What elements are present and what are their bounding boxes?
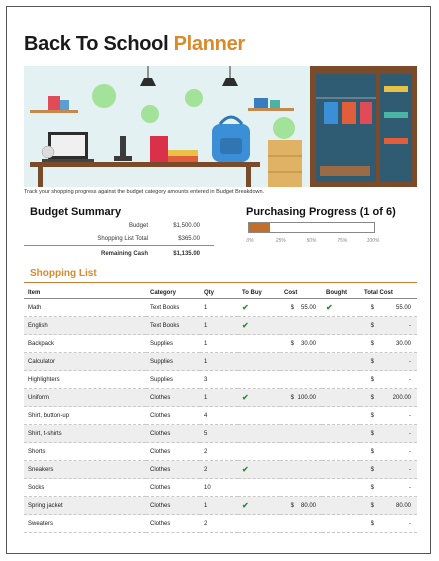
checkmark-icon: ✔ (326, 303, 333, 312)
item-qty: 1 (200, 497, 238, 515)
column-header-category: Category (146, 287, 200, 299)
progress-bar (248, 222, 375, 233)
progress-tick-label: 50% (306, 238, 317, 244)
item-category: Text Books (146, 299, 200, 317)
to-buy-checkbox[interactable] (238, 497, 280, 515)
currency-symbol: $ (290, 340, 294, 347)
bought-checkbox[interactable] (322, 371, 360, 389)
item-qty: 1 (200, 299, 238, 317)
item-category: Supplies (146, 335, 200, 353)
bought-checkbox[interactable] (322, 425, 360, 443)
amount: - (409, 466, 411, 473)
bought-checkbox[interactable] (322, 497, 360, 515)
title-part1: Back To School (24, 33, 169, 55)
item-name: Uniform (24, 389, 146, 407)
shopping-list-table (24, 287, 417, 533)
item-total-cost (360, 461, 417, 479)
table-row (24, 461, 417, 479)
item-cost (280, 515, 322, 533)
progress-tick-label: 100% (366, 238, 380, 244)
currency-symbol: $ (290, 394, 294, 401)
column-header-to-buy: To Buy (238, 287, 280, 299)
item-total-cost (360, 515, 417, 533)
item-cost (280, 317, 322, 335)
shopping-list-divider (24, 282, 417, 283)
column-header-total-cost: Total Cost (360, 287, 417, 299)
purchasing-progress-heading: Purchasing Progress (1 of 6) (246, 206, 396, 218)
item-qty: 1 (200, 317, 238, 335)
table-row (24, 497, 417, 515)
classroom-illustration (24, 66, 417, 187)
bought-checkbox[interactable] (322, 443, 360, 461)
table-row (24, 443, 417, 461)
to-buy-checkbox[interactable] (238, 515, 280, 533)
item-name: Backpack (24, 335, 146, 353)
currency-symbol: $ (370, 520, 374, 527)
table-row (24, 317, 417, 335)
to-buy-checkbox[interactable] (238, 443, 280, 461)
item-qty: 2 (200, 515, 238, 533)
table-row (24, 299, 417, 317)
amount: 30.00 (395, 340, 411, 347)
amount: 200.00 (392, 394, 411, 401)
to-buy-checkbox[interactable] (238, 479, 280, 497)
bought-checkbox[interactable] (322, 479, 360, 497)
item-total-cost (360, 479, 417, 497)
table-row (24, 353, 417, 371)
item-cost (280, 389, 322, 407)
table-row (24, 407, 417, 425)
item-category: Clothes (146, 515, 200, 533)
to-buy-checkbox[interactable] (238, 461, 280, 479)
checkmark-icon: ✔ (242, 501, 249, 510)
currency-symbol: $ (370, 448, 374, 455)
column-header-qty: Qty (200, 287, 238, 299)
amount: - (409, 358, 411, 365)
bought-checkbox[interactable] (322, 461, 360, 479)
instructions-caption: Track your shopping progress against the budget category amounts entered in Budget Breakdown. (24, 189, 265, 195)
to-buy-checkbox[interactable] (238, 425, 280, 443)
amount: - (409, 520, 411, 527)
column-header-item: Item (24, 287, 146, 299)
item-category: Clothes (146, 425, 200, 443)
item-qty: 1 (200, 389, 238, 407)
amount: 30.00 (300, 340, 316, 347)
item-cost (280, 425, 322, 443)
to-buy-checkbox[interactable] (238, 407, 280, 425)
page-title (24, 33, 245, 56)
item-name: Shirt, button-up (24, 407, 146, 425)
item-total-cost (360, 371, 417, 389)
item-cost (280, 299, 322, 317)
column-header-cost: Cost (280, 287, 322, 299)
progress-tick-label: 25% (275, 238, 286, 244)
item-name: English (24, 317, 146, 335)
table-row (24, 479, 417, 497)
amount: 55.00 (300, 304, 316, 311)
item-total-cost (360, 317, 417, 335)
bought-checkbox[interactable] (322, 353, 360, 371)
currency-symbol: $ (370, 430, 374, 437)
currency-symbol: $ (370, 466, 374, 473)
item-name: Sweaters (24, 515, 146, 533)
amount: 55.00 (395, 304, 411, 311)
item-name: Socks (24, 479, 146, 497)
to-buy-checkbox[interactable] (238, 299, 280, 317)
item-category: Clothes (146, 443, 200, 461)
item-name: Highlighters (24, 371, 146, 389)
amount: 100.00 (297, 394, 316, 401)
summary-value: $365.00 (178, 236, 200, 242)
amount: - (409, 448, 411, 455)
bought-checkbox[interactable] (322, 335, 360, 353)
currency-symbol: $ (370, 412, 374, 419)
item-qty: 3 (200, 371, 238, 389)
item-name: Shorts (24, 443, 146, 461)
checkmark-icon: ✔ (242, 321, 249, 330)
progress-tick-label: 75% (337, 238, 348, 244)
amount: 80.00 (395, 502, 411, 509)
currency-symbol: $ (370, 340, 374, 347)
amount: - (409, 412, 411, 419)
table-row (24, 425, 417, 443)
item-total-cost (360, 425, 417, 443)
item-category: Clothes (146, 479, 200, 497)
item-category: Clothes (146, 497, 200, 515)
to-buy-checkbox[interactable] (238, 317, 280, 335)
table-header-row (24, 287, 417, 299)
item-cost (280, 335, 322, 353)
item-qty: 1 (200, 353, 238, 371)
item-category: Supplies (146, 353, 200, 371)
currency-symbol: $ (370, 358, 374, 365)
item-name: Spring jacket (24, 497, 146, 515)
bought-checkbox[interactable] (322, 515, 360, 533)
item-category: Clothes (146, 389, 200, 407)
currency-symbol: $ (370, 484, 374, 491)
shopping-list-heading: Shopping List (30, 268, 97, 279)
item-total-cost (360, 497, 417, 515)
item-total-cost (360, 335, 417, 353)
table-row (24, 389, 417, 407)
item-qty: 4 (200, 407, 238, 425)
item-qty: 5 (200, 425, 238, 443)
header-illustration (24, 66, 417, 187)
amount: - (409, 376, 411, 383)
to-buy-checkbox[interactable] (238, 389, 280, 407)
bought-checkbox[interactable] (322, 299, 360, 317)
currency-symbol: $ (370, 304, 374, 311)
currency-symbol: $ (290, 502, 294, 509)
item-cost (280, 371, 322, 389)
item-category: Text Books (146, 317, 200, 335)
item-category: Clothes (146, 407, 200, 425)
summary-label: Remaining Cash (100, 251, 148, 257)
currency-symbol: $ (290, 304, 294, 311)
currency-symbol: $ (370, 376, 374, 383)
bought-checkbox[interactable] (322, 317, 360, 335)
bought-checkbox[interactable] (322, 389, 360, 407)
currency-symbol: $ (370, 322, 374, 329)
checkmark-icon: ✔ (242, 465, 249, 474)
item-total-cost (360, 443, 417, 461)
summary-divider (24, 245, 214, 246)
summary-label: Shopping List Total (97, 236, 148, 242)
item-qty: 2 (200, 443, 238, 461)
item-qty: 10 (200, 479, 238, 497)
amount: - (409, 430, 411, 437)
budget-summary-heading: Budget Summary (30, 206, 122, 218)
summary-value: $1,500.00 (173, 223, 200, 229)
table-row (24, 335, 417, 353)
to-buy-checkbox[interactable] (238, 353, 280, 371)
to-buy-checkbox[interactable] (238, 371, 280, 389)
summary-label: Budget (128, 223, 148, 229)
item-cost (280, 479, 322, 497)
item-total-cost (360, 407, 417, 425)
checkmark-icon: ✔ (242, 303, 249, 312)
amount: - (409, 484, 411, 491)
progress-bar-fill (249, 223, 270, 232)
item-cost (280, 353, 322, 371)
item-qty: 1 (200, 335, 238, 353)
item-total-cost (360, 389, 417, 407)
item-name: Math (24, 299, 146, 317)
table-row (24, 371, 417, 389)
bought-checkbox[interactable] (322, 407, 360, 425)
item-name: Sneakers (24, 461, 146, 479)
item-category: Clothes (146, 461, 200, 479)
summary-value: $1,135.00 (173, 251, 200, 257)
item-name: Calculator (24, 353, 146, 371)
item-cost (280, 497, 322, 515)
checkmark-icon: ✔ (242, 393, 249, 402)
to-buy-checkbox[interactable] (238, 335, 280, 353)
item-total-cost (360, 299, 417, 317)
table-row (24, 515, 417, 533)
item-category: Supplies (146, 371, 200, 389)
title-part2: Planner (173, 33, 245, 55)
item-cost (280, 461, 322, 479)
progress-tick-label: 0% (246, 238, 254, 244)
item-cost (280, 443, 322, 461)
amount: - (409, 322, 411, 329)
item-name: Shirt, t-shirts (24, 425, 146, 443)
item-cost (280, 407, 322, 425)
item-qty: 2 (200, 461, 238, 479)
amount: 80.00 (300, 502, 316, 509)
column-header-bought: Bought (322, 287, 360, 299)
currency-symbol: $ (370, 394, 374, 401)
currency-symbol: $ (370, 502, 374, 509)
item-total-cost (360, 353, 417, 371)
